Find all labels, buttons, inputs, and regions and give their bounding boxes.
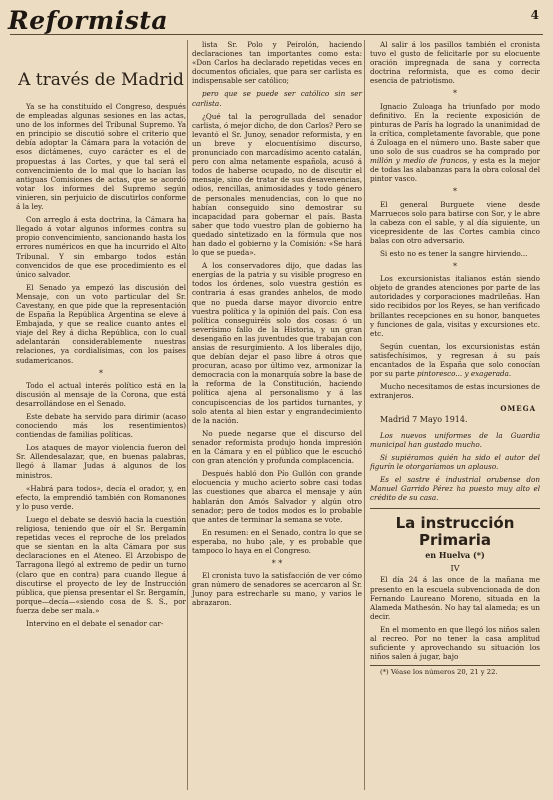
dateline: Madrid 7 Mayo 1914. (380, 415, 468, 425)
paragraph: No puede negarse que el discurso del senador reformista produjo honda impresión en la Cámara y en el público que le escuchó con gran atención y profunda complacencia. (192, 428, 362, 466)
paragraph: El general Burguete viene desde Marruecos solo para batirse con Sor, y le abre la cabeza con el sable, y al día siguiente, un vicepresidente de las Cortes cambia cinco balas con otro adversario. (370, 199, 540, 245)
article-divider (370, 508, 540, 509)
column-2 (192, 40, 362, 612)
top-divider (10, 34, 543, 35)
article-headline: La instrucción Primaria (395, 514, 515, 550)
paragraph: Los ataques de mayor violencia fueron del Sr. Allendesalazar, que, en buenas palabras, llegó á llamar Judas á algunos de los ministros. (16, 443, 186, 480)
paragraph: Ya se ha constituído el Congreso, después de empleadas algunas sesiones en las actas, uno de los informes del Tribunal Supremo. Ya en principio se discutió sobre el criterio que debía adoptar la Cámara para la votación de esos dictámenes, cuyo carácter es el de propuestas á las Cortes, y que tal será el convencimiento de lo mal que lo hacían las antiguas Comisiones de actas, que se acordó votar los informes del Supremo según vinieren, sin perjuicio de discutirlos conforme á la ley. (16, 102, 186, 212)
column-1 (16, 40, 186, 632)
section-separator: * (99, 368, 103, 378)
text-italic: pintoresco... y exagerada. (417, 369, 512, 379)
paragraph-italic: Si supiéramos quién ha sido el autor del figurín le otorgaríamos un aplauso. (370, 452, 540, 471)
column-rule (364, 40, 365, 790)
paragraph-italic: Los nuevos uniformes de la Guardia municipal han gustado mucho. (370, 430, 540, 449)
paragraph: Después habló don Pío Gullón con grande elocuencia y mucho acierto sobre casi todas las cuestiones que abarca el mensaje y aún hablarán don Amós Salvador y algún otro senador; pero de todos modos es lo probable que antes de terminar la semana se vote. (192, 469, 362, 524)
paragraph: Este debate ha servido para dirimir (acaso conociendo más los resentimientos) contiendas de familias políticas. (16, 412, 186, 440)
masthead: Reformista (8, 6, 169, 35)
page-number: 4 (530, 8, 539, 22)
text: y esta es la mejor de todas las alabanzas para la obra colosal del pintor vasco. (370, 156, 541, 184)
column-rule (187, 40, 188, 790)
text: Según cuentan, los excursionistas están satisfechísimos, y regresan á su país encantados de la España que solo conocían por su parte (370, 341, 540, 379)
author-signature: OMEGA (500, 404, 536, 414)
column-3 (370, 40, 540, 677)
section-number: IV (450, 564, 460, 574)
paragraph: A los conservadores dijo, que dadas las energías de la patria y su visible progreso en todos los órdenes, solo vuestra gestión es contraria á esas grandes anhelos, de modo que no pueda darse mayor divorcio entre vuestra política y la opinión del país. Con esa política conseguiréis solo dos cosas: ó un severísimo fallo de la Historia, y un gran desengaño en las juventudes que trabajan con ansias de resurgimiento. A los liberales dijo, que debían dejar el paso libre á otros que procuran, acaso por último vez, armonizar la democracia con la monarquía sobre la base de la reforma de la Constitución, haciendo política ajena al personalismo y á las concupiscencias de los partidos turnantes, y solo atenta al bien estar y engrandecimiento de la nación. (192, 261, 362, 425)
paragraph: El Senado ya empezó las discusión del Mensaje, con un voto particular del Sr. Cavestany, en que pide que la representación de España la República Argentina se eleve á Embajada, y que se realice cuanto antes el viaje del Rey á dicha República, con lo cual adelantarán considerablemente nuestras relaciones, ya cordialísimas, con los países sudamericanos. (16, 282, 186, 365)
article-subheadline: en Huelva (*) (425, 550, 485, 561)
footnote: (*) Véase los números 20, 21 y 22. (370, 665, 540, 677)
paragraph: «Habrá para todos», decía el orador, y, en efecto, la emprendió también con Romanones y lo puso verde. (16, 483, 186, 511)
paragraph: Mucho necesitamos de estas incursiones de extranjeros. (370, 382, 540, 401)
paragraph: Intervino en el debate el senador car- (26, 618, 164, 628)
section-separator: * * (271, 559, 283, 569)
paragraph: El día 24 á las once de la mañana me presento en la escuela subvencionada de don Fernando Laureano Moreno, situada en la Alameda Mathesón. No hay tal alameda; es un decir. (370, 575, 540, 621)
paragraph: Luego el debate se desvió hacia la cuestión religiosa, teniendo que oír el Sr. Bergamín repetidas veces el reproche de los prelados que se sientan en la alta Cámara por sus declaraciones en el Ateneo. El Arzobispo de Tarragona llegó al extremo de pedir un turno (claro que en contra) para cuando llegue á discutirse el proyecto de ley de Instrucción pública, que piensa presentar el Sr. Bergamín, porque—decía—«siendo cosa de S. S., por fuerza debe ser mala.» (16, 514, 186, 615)
paragraph: Todo el actual interés político está en la discusión al mensaje de la Corona, que está desarrollándose en el Senado. (16, 380, 186, 408)
paragraph-italic: pero que se puede ser católico sin ser carlista. (192, 89, 362, 108)
section-separator: * (453, 262, 457, 272)
paragraph (370, 102, 540, 184)
article-headline: A través de Madrid (18, 70, 184, 90)
paragraph: Al salir á los pasillos también el cronista tuvo el gusto de felicitarle por su elocuente oración impregnada de sana y correcta doctrina reformista, que es como decir esencia de patriotismo. (370, 40, 540, 86)
paragraph: Con arreglo á esta doctrina, la Cámara ha llegado á votar algunos informes contra su propio convencimiento, sancionando hasta los errores numéricos en que ha incurrido el Alto Tribunal. Y sin embargo todos están convencidos de que ese procedimiento es el único salvador. (16, 215, 186, 279)
paragraph: El cronista tuvo la satisfacción de ver cómo gran número de senadores se acercaron al Sr. Junoy para estrecharle su mano, y varios le abrazaron. (192, 571, 362, 608)
paragraph: En resumen: en el Senado, contra lo que se esperaba, no hubo ¡ale, y es probable que tampoco lo haya en el Congreso. (192, 527, 362, 555)
text-italic: millón y medio de francos, (370, 156, 470, 166)
paragraph: ¿Qué tal la perogrullada del senador carlista, ó mejor dicho, de don Carlos? Pero se levantó el Sr. Junoy, senador reformista, y en un breve y elocuentísimo discurso, pronunciado con marcadísimo acento catalán, pero con alma netamente española, acusó á todos de haberse ocupado, no de discutir el mensaje, sino de tratar de sus desavenencias, odios, rencillas, animosidades y todo género de personales menudencias, con lo que no habían conseguido sino demostrar su incapacidad para gobernar el país. Basta saber que todo vuestro plan de gobierno ha quedado sintetizado en la fórmula que nos han dado el gobierno y la Comisión: «Se hará lo que se pueda». (192, 111, 362, 258)
paragraph-italic: Es el sastre é industrial orubense don Manuel Garrido Pérez ha puesto muy alto el crédito de su casa. (370, 474, 540, 503)
paragraph: lista Sr. Polo y Peirolón, haciendo declaraciones tan importantes como esta: «Don Carlos ha declarado repetidas veces en documentos oficiales, que para ser carlista es indispensable ser católico; (192, 40, 362, 86)
text: Ignacio Zuloaga ha triunfado por modo definitivo. En la reciente exposición de pinturas de París ha logrado la unanimidad de la crítica, completamente favorable, que pone á Zuloaga en el número uno. Baste saber que uno solo de sus cuadros se ha comprado por (370, 101, 540, 157)
paragraph: Los excursionistas italianos están siendo objeto de grandes atenciones por parte de las autoridades y corporaciones madrileñas. Han sido recibidos por los Reyes, se han verificado brillantes recepciones en su honor, banquetes y funciones de gala, visitas y excursiones etc. etc. (370, 274, 540, 338)
section-separator: * (453, 187, 457, 197)
paragraph: En el momento en que llegó los niños salen al recreo. Por no tener la casa amplitud suficiente y aprovechando su situación los niños salen á jugar, bajo (370, 624, 540, 662)
paragraph (370, 342, 540, 378)
paragraph: Si esto no es tener la sangre hirviendo... (380, 248, 528, 258)
section-separator: * (453, 89, 457, 99)
